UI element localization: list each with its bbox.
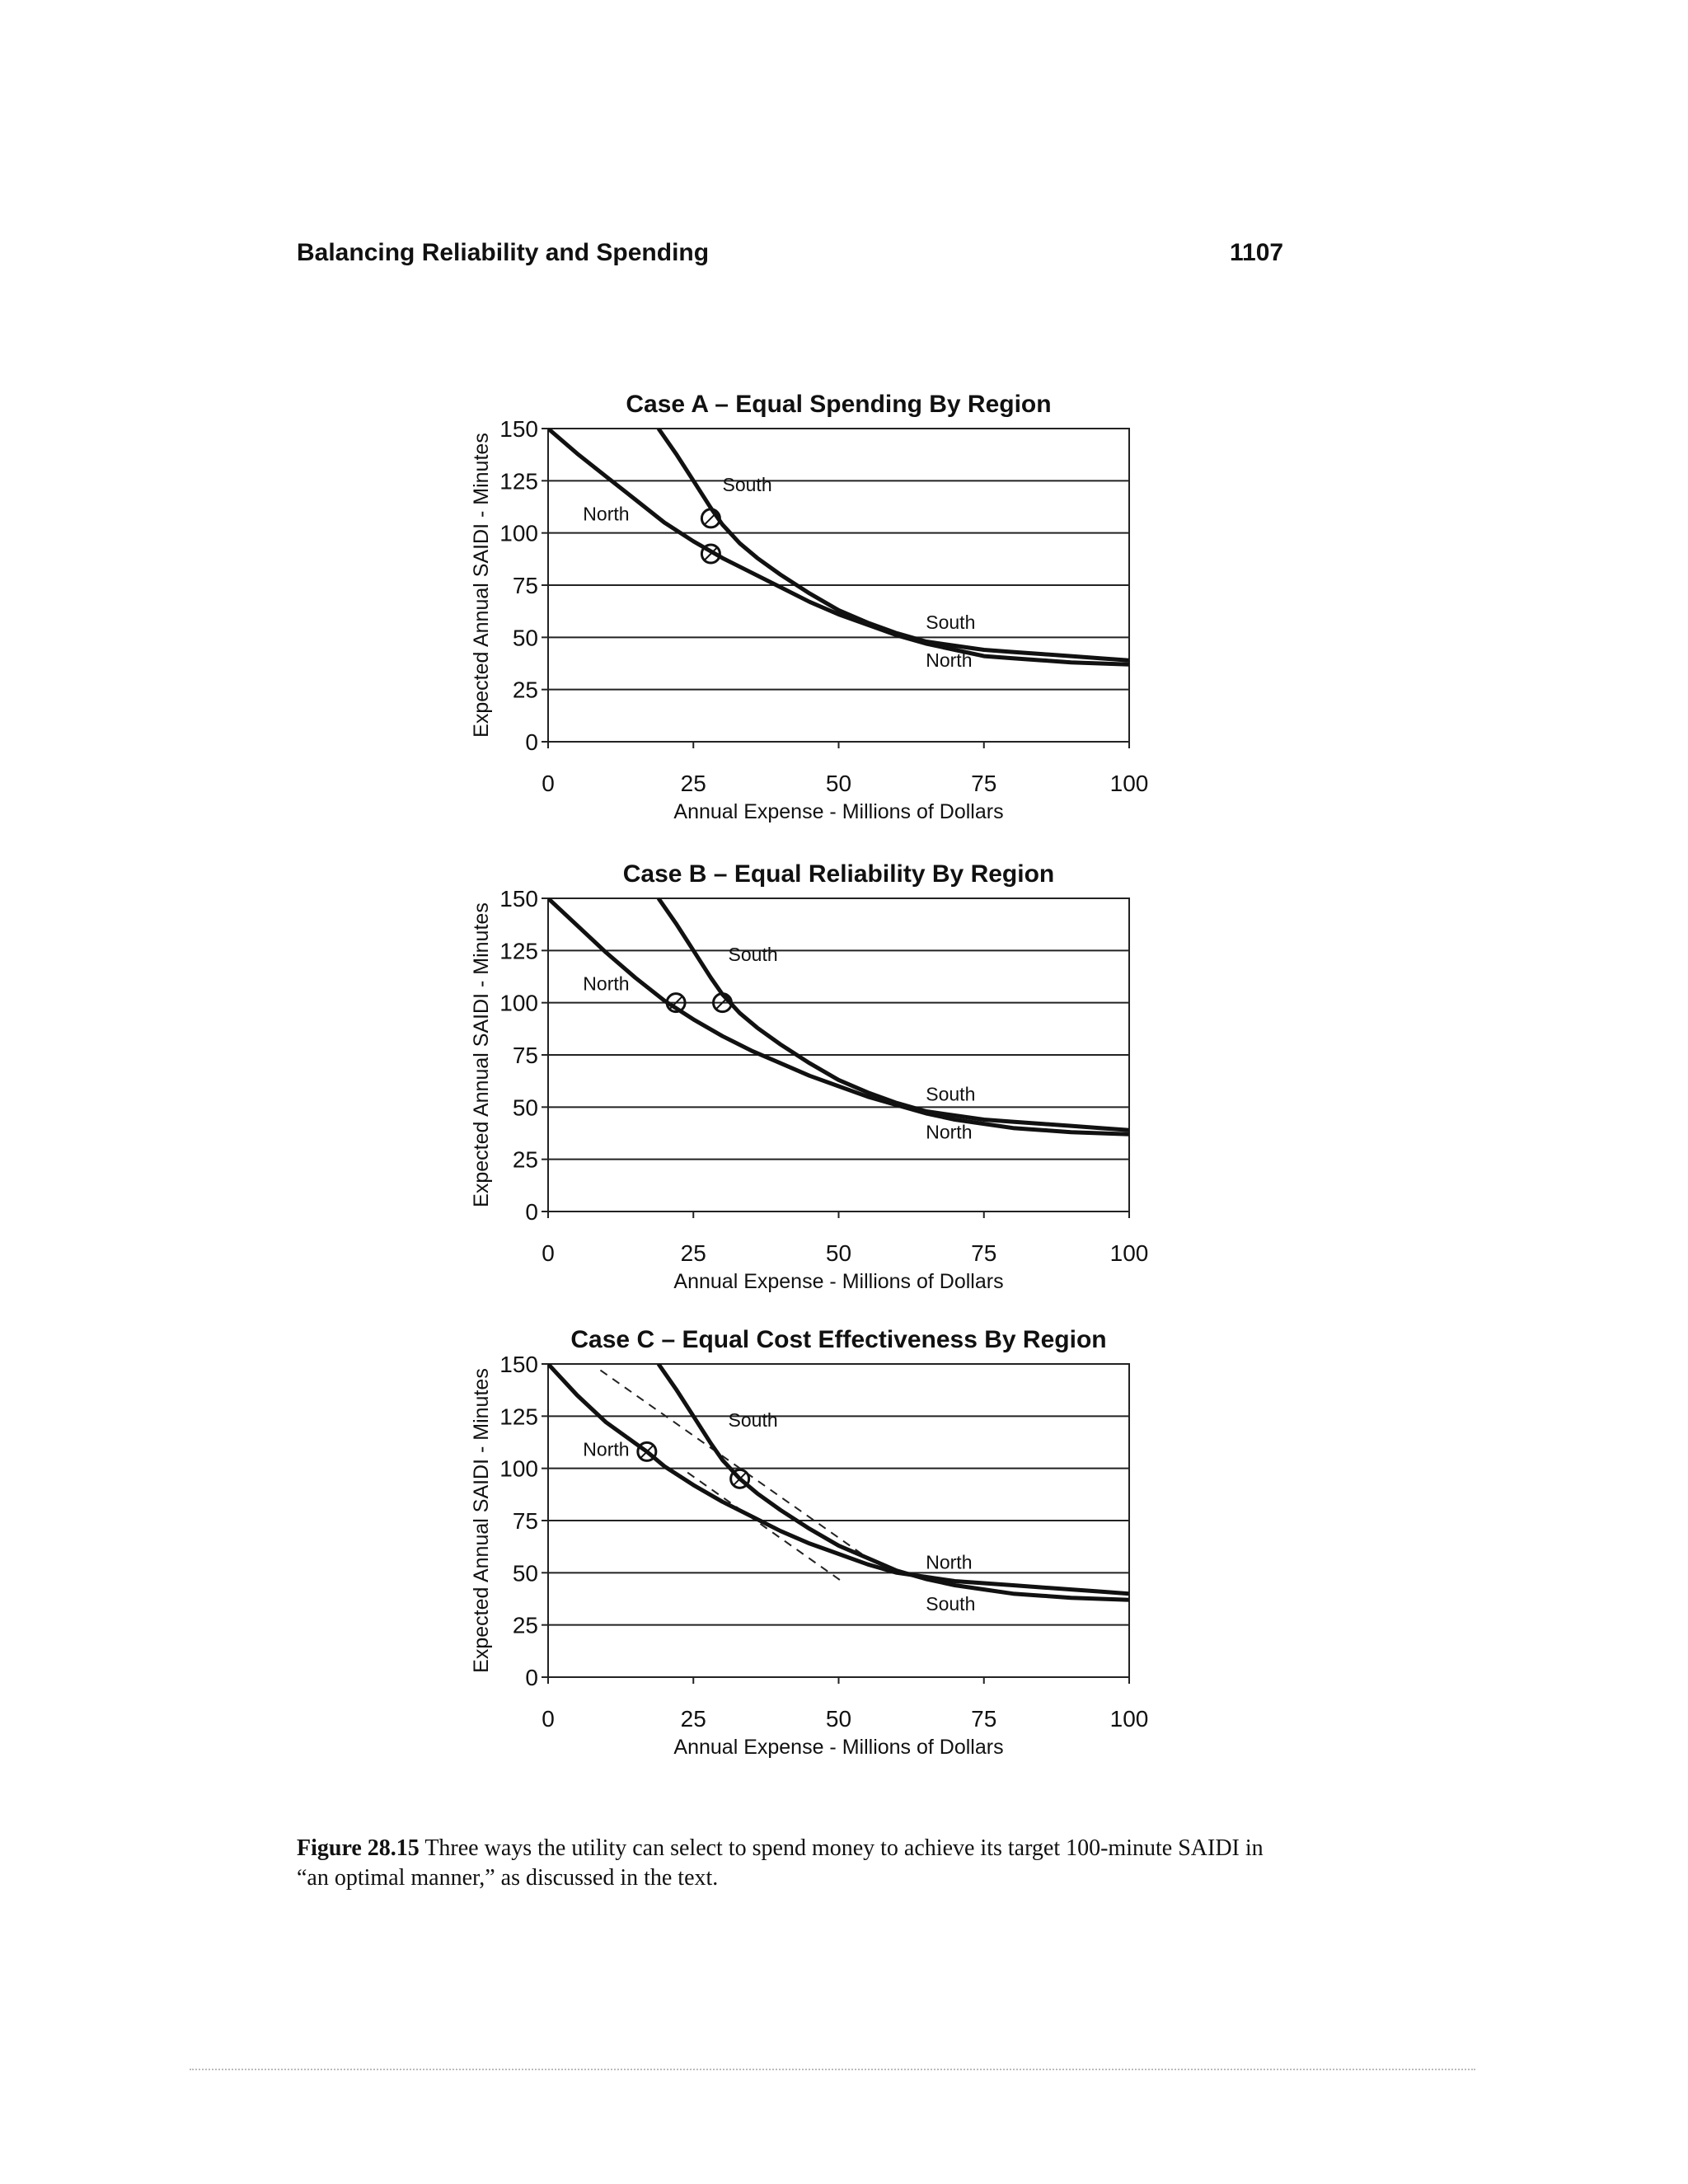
series-line-south (659, 429, 1129, 660)
figure-caption-text: Three ways the utility can select to spend money to achieve its target 100-minute SAIDI in “an optimal manner,” as discussed in the text. (297, 1835, 1264, 1891)
x-tick-label: 25 (680, 1240, 706, 1266)
point-marker-slash (704, 512, 717, 525)
series-label-south: South (926, 1592, 976, 1615)
figure-label: Figure 28.15 (297, 1835, 420, 1861)
y-tick-label: 50 (512, 1094, 538, 1121)
y-tick-label: 25 (512, 1612, 538, 1638)
y-tick-label: 100 (499, 990, 538, 1016)
series-line-north (548, 429, 1129, 664)
y-tick-label: 0 (525, 729, 538, 755)
series-label-north: North (583, 1438, 630, 1460)
y-tick-label: 75 (512, 573, 538, 598)
footer-rule (190, 2069, 1475, 2070)
series-line-south (659, 898, 1129, 1130)
series-label-south: South (728, 1409, 778, 1431)
x-tick-label: 100 (1109, 1706, 1149, 1732)
chart-title: Case C – Equal Cost Effectiveness By Region (570, 1326, 1107, 1353)
y-axis-label: Expected Annual SAIDI - Minutes (470, 902, 493, 1207)
x-tick-label: 100 (1109, 771, 1149, 796)
chart-case-b (445, 849, 1203, 1315)
y-tick-label: 150 (499, 416, 538, 442)
y-tick-label: 50 (512, 1560, 538, 1586)
chart-title: Case A – Equal Spending By Region (626, 391, 1052, 418)
page-number: 1107 (1230, 239, 1284, 266)
x-tick-label: 25 (680, 1706, 706, 1732)
x-axis-label: Annual Expense - Millions of Dollars (673, 1270, 1004, 1293)
tangent-line (600, 1371, 867, 1558)
running-title: Balancing Reliability and Spending (297, 239, 710, 266)
y-tick-label: 75 (512, 1508, 538, 1534)
series-label-north: North (926, 1551, 973, 1573)
x-tick-label: 75 (971, 1240, 997, 1266)
y-tick-label: 0 (525, 1665, 538, 1690)
chart-case-c (445, 1315, 1203, 1784)
series-label-north: North (583, 972, 630, 995)
y-tick-label: 25 (512, 677, 538, 703)
x-axis-label: Annual Expense - Millions of Dollars (673, 800, 1004, 823)
x-tick-label: 75 (971, 1706, 997, 1732)
figure-caption (297, 1834, 1278, 1893)
x-tick-label: 100 (1109, 1240, 1149, 1266)
series-label-south: South (926, 612, 976, 634)
y-tick-label: 50 (512, 625, 538, 651)
y-tick-label: 125 (499, 938, 538, 964)
series-label-north: North (926, 649, 973, 671)
x-tick-label: 0 (542, 771, 555, 796)
series-label-north: North (926, 1121, 973, 1143)
chart-title: Case B – Equal Reliability By Region (622, 860, 1055, 888)
tangent-line (687, 1473, 844, 1583)
y-tick-label: 100 (499, 1455, 538, 1482)
series-line-north (548, 898, 1129, 1134)
x-tick-label: 25 (680, 771, 706, 796)
x-tick-label: 0 (542, 1706, 555, 1732)
x-tick-label: 75 (971, 771, 997, 796)
y-tick-label: 125 (499, 1404, 538, 1430)
y-tick-label: 125 (499, 468, 538, 494)
x-tick-label: 50 (825, 1240, 852, 1266)
x-tick-label: 50 (825, 1706, 852, 1732)
chart-case-a (445, 379, 1203, 841)
x-tick-label: 50 (825, 771, 852, 796)
y-tick-label: 75 (512, 1043, 538, 1068)
series-label-south: South (728, 944, 778, 965)
series-label-south: South (926, 1083, 976, 1105)
y-axis-label: Expected Annual SAIDI - Minutes (470, 433, 493, 738)
y-tick-label: 150 (499, 1352, 538, 1377)
y-tick-label: 25 (512, 1146, 538, 1173)
series-label-south: South (722, 474, 772, 495)
x-axis-label: Annual Expense - Millions of Dollars (673, 1736, 1004, 1759)
series-line-north (548, 1364, 1129, 1594)
y-tick-label: 150 (499, 886, 538, 912)
series-line-south (659, 1364, 1129, 1600)
y-tick-label: 0 (525, 1199, 538, 1225)
series-label-north: North (583, 503, 630, 525)
y-axis-label: Expected Annual SAIDI - Minutes (470, 1368, 493, 1673)
x-tick-label: 0 (542, 1240, 555, 1266)
y-tick-label: 100 (499, 520, 538, 546)
